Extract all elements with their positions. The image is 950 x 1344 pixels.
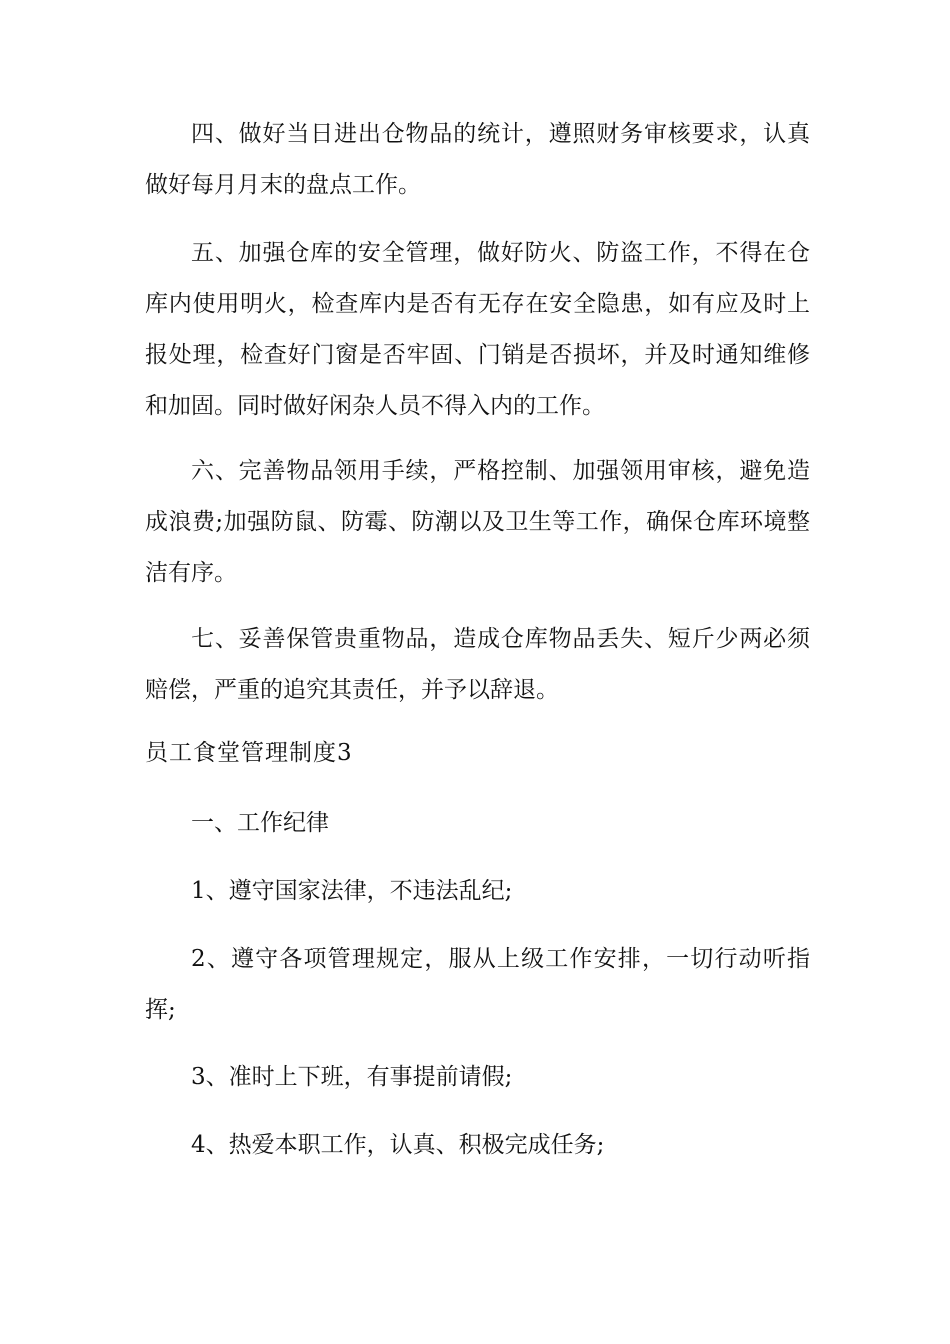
subheading-work-discipline: 一、工作纪律 — [191, 810, 329, 836]
section-heading: 员工食堂管理制度3 — [145, 740, 353, 766]
paragraph-4: 四、做好当日进出仓物品的统计，遵照财务审核要求，认真做好每月月末的盘点工作。 — [145, 121, 810, 198]
list-item: 2、遵守各项管理规定，服从上级工作安排，一切行动听指挥; — [145, 946, 810, 1023]
list-item: 3、准时上下班，有事提前请假; — [191, 1064, 513, 1090]
list-item: 1、遵守国家法律，不违法乱纪; — [191, 878, 513, 904]
list-item: 4、热爱本职工作，认真、积极完成任务; — [191, 1132, 605, 1158]
paragraph-6: 六、完善物品领用手续，严格控制、加强领用审核，避免造成浪费;加强防鼠、防霉、防潮以及卫生等工作，确保仓库环境整洁有序。 — [145, 458, 810, 586]
paragraph-5: 五、加强仓库的安全管理，做好防火、防盗工作，不得在仓库内使用明火，检查库内是否有无存在安全隐患，如有应及时上报处理，检查好门窗是否牢固、门销是否损坏，并及时通知维修和加固。同时做好闲杂人员不得入内的工作。 — [145, 240, 810, 419]
paragraph-7: 七、妥善保管贵重物品，造成仓库物品丢失、短斤少两必须赔偿，严重的追究其责任，并予以辞退。 — [145, 626, 810, 703]
